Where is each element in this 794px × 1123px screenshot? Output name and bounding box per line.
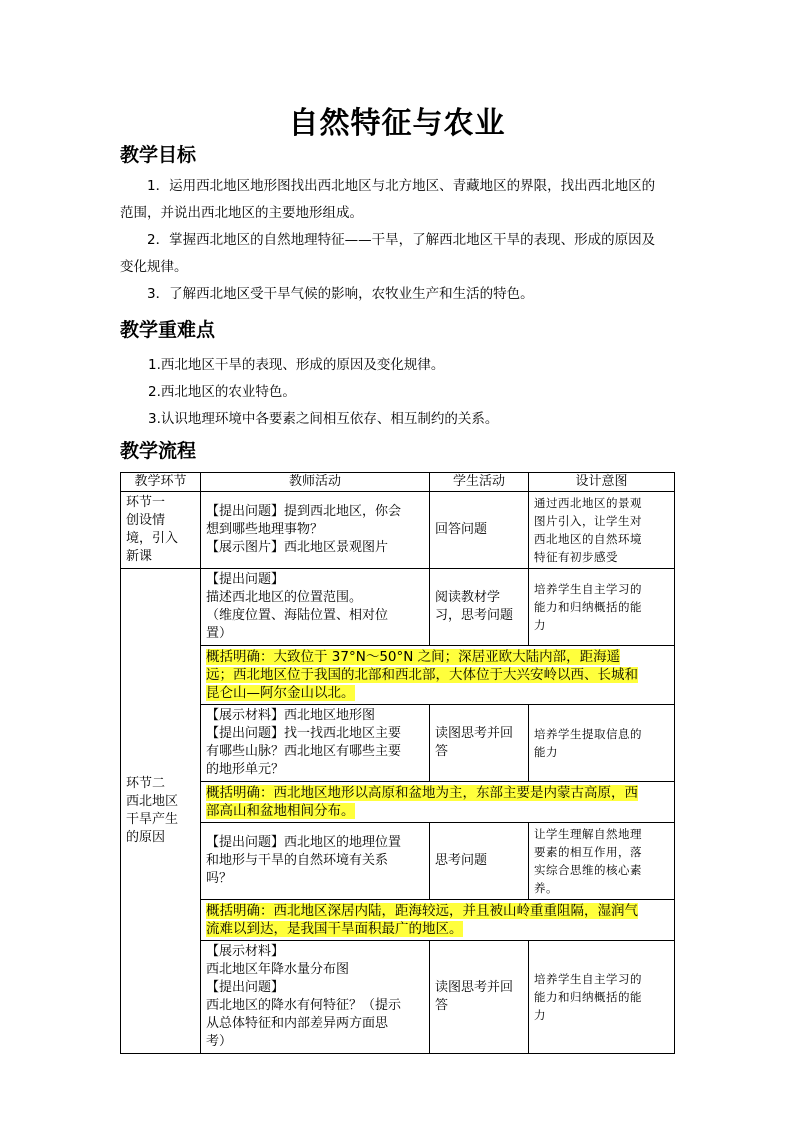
highlighted-summary: 昆仑山—阿尔金山以北。 xyxy=(206,685,355,701)
table-row xyxy=(121,705,675,782)
design-cell: 让学生理解自然地理 要素的相互作用，落 实综合思维的核心素 养。 xyxy=(529,823,675,900)
table-row xyxy=(121,900,675,941)
design-cell: 培养学生提取信息的 能力 xyxy=(529,705,675,782)
key-point-item: 1.西北地区干旱的表现、形成的原因及变化规律。 xyxy=(148,357,445,373)
teacher-cell: 【展示材料】西北地区地形图 【提出问题】找一找西北地区主要 有哪些山脉？西北地区有哪些主要 的地形单元？ xyxy=(201,705,430,782)
table-row xyxy=(121,492,675,569)
highlighted-summary: 部高山和盆地相间分布。 xyxy=(206,803,355,819)
student-cell: 思考问题 xyxy=(430,823,529,900)
table-row xyxy=(121,941,675,1054)
summary-cell xyxy=(201,900,675,941)
goal-line: 范围，并说出西北地区的主要地形组成。 xyxy=(120,205,363,221)
table-row xyxy=(121,569,675,646)
student-cell: 阅读教材学 习，思考问题 xyxy=(430,569,529,646)
stage-cell: 环节一 创设情 境，引入 新课 xyxy=(121,492,201,569)
table-row xyxy=(121,782,675,823)
flow-heading: 教学流程 xyxy=(120,440,197,462)
header-design: 设计意图 xyxy=(529,473,675,492)
goals-text xyxy=(120,173,680,308)
highlighted-summary: 远；西北地区位于我国的北部和西北部，大体位于大兴安岭以西、长城和 xyxy=(206,667,638,683)
header-teacher: 教师活动 xyxy=(201,473,430,492)
goal-line: 3．了解西北地区受干旱气候的影响，农牧业生产和生活的特色。 xyxy=(147,286,534,302)
teacher-cell: 【提出问题】西北地区的地理位置 和地形与干旱的自然环境有关系 吗？ xyxy=(201,823,430,900)
student-cell: 回答问题 xyxy=(430,492,529,569)
key-points-heading: 教学重难点 xyxy=(120,319,216,341)
teacher-cell: 【提出问题】 描述西北地区的位置范围。 （维度位置、海陆位置、相对位 置） xyxy=(201,569,430,646)
header-stage: 教学环节 xyxy=(121,473,201,492)
teacher-cell: 【提出问题】提到西北地区，你会 想到哪些地理事物？ 【展示图片】西北地区景观图片 xyxy=(201,492,430,569)
design-cell: 培养学生自主学习的 能力和归纳概括的能 力 xyxy=(529,569,675,646)
teaching-flow-table xyxy=(120,472,675,1054)
key-point-item: 3.认识地理环境中各要素之间相互依存、相互制约的关系。 xyxy=(148,411,499,427)
design-cell: 培养学生自主学习的 能力和归纳概括的能 力 xyxy=(529,941,675,1054)
goal-line: 2．掌握西北地区的自然地理特征——干旱，了解西北地区干旱的表现、形成的原因及 xyxy=(147,232,656,248)
highlighted-summary: 概括明确：大致位于 37°N～50°N 之间；深居亚欧大陆内部，距海遥 xyxy=(206,649,621,665)
highlighted-summary: 概括明确：西北地区深居内陆，距海较远，并且被山岭重重阻隔，湿润气 xyxy=(206,903,638,919)
student-cell: 读图思考并回 答 xyxy=(430,705,529,782)
page-title: 自然特征与农业 xyxy=(288,106,506,141)
goal-line: 变化规律。 xyxy=(120,259,188,275)
student-cell: 读图思考并回 答 xyxy=(430,941,529,1054)
table-header-row xyxy=(121,473,675,492)
table-row xyxy=(121,823,675,900)
summary-cell xyxy=(201,646,675,705)
stage-cell: 环节二 西北地区 干旱产生 的原因 xyxy=(121,569,201,1054)
highlighted-summary: 流难以到达，是我国干旱面积最广的地区。 xyxy=(206,921,463,937)
goals-heading: 教学目标 xyxy=(120,144,197,166)
table-row xyxy=(121,646,675,705)
summary-cell xyxy=(201,782,675,823)
highlighted-summary: 概括明确：西北地区地形以高原和盆地为主，东部主要是内蒙古高原，西 xyxy=(206,785,638,801)
key-point-item: 2.西北地区的农业特色。 xyxy=(148,384,296,400)
teacher-cell: 【展示材料】 西北地区年降水量分布图 【提出问题】 西北地区的降水有何特征？（提示 从总体特征和内部差异两方面思 考） xyxy=(201,941,430,1054)
design-cell: 通过西北地区的景观 图片引入，让学生对 西北地区的自然环境 特征有初步感受 xyxy=(529,492,675,569)
header-student: 学生活动 xyxy=(430,473,529,492)
goal-line: 1．运用西北地区地形图找出西北地区与北方地区、青藏地区的界限，找出西北地区的 xyxy=(147,178,656,194)
